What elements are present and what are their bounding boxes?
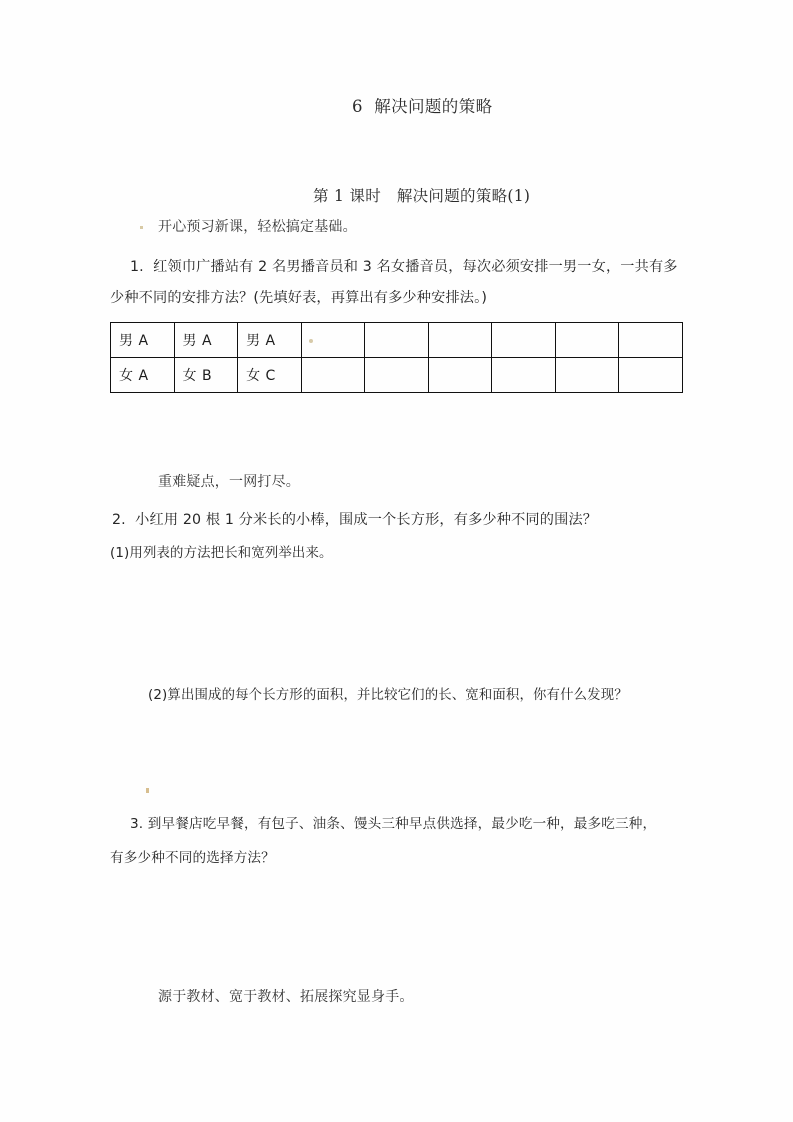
scan-speck-table	[309, 339, 313, 343]
arrangement-fill-table[interactable]	[110, 322, 683, 393]
table-cell[interactable]: 男 A	[238, 323, 302, 358]
table-cell[interactable]: 女 A	[111, 358, 175, 393]
question-2-part-1: (1)用列表的方法把长和宽列举出来。	[110, 546, 333, 561]
question-3-line-1: 3. 到早餐店吃早餐，有包子、油条、馒头三种早点供选择，最少吃一种，最多吃三种，	[130, 816, 657, 832]
question-1-line-2: 少种不同的安排方法？(先填好表，再算出有多少种安排法。)	[110, 290, 488, 306]
table-cell[interactable]	[365, 323, 429, 358]
table-cell[interactable]	[555, 358, 619, 393]
table-cell[interactable]	[301, 358, 365, 393]
table-cell[interactable]: 男 A	[111, 323, 175, 358]
scan-speck-question-3	[146, 788, 149, 793]
extension-section-banner: 源于教材、宽于教材、拓展探究显身手。	[158, 989, 414, 1005]
preview-section-banner: 开心预习新课，轻松搞定基础。	[158, 219, 357, 235]
table-cell[interactable]	[555, 323, 619, 358]
lesson-title: 第 1 课时 解决问题的策略(1)	[313, 187, 531, 205]
table-row	[111, 358, 683, 393]
table-cell[interactable]	[365, 358, 429, 393]
table-cell[interactable]: 男 A	[174, 323, 238, 358]
table-cell[interactable]	[619, 323, 683, 358]
table-cell[interactable]: 女 C	[238, 358, 302, 393]
question-2-part-2: (2)算出围成的每个长方形的面积，并比较它们的长、宽和面积，你有什么发现？	[148, 688, 628, 703]
table-cell[interactable]: 女 B	[174, 358, 238, 393]
keypoint-section-banner: 重难疑点，一网打尽。	[158, 474, 300, 490]
table-cell[interactable]	[428, 323, 492, 358]
unit-title: 6 解决问题的策略	[352, 97, 493, 116]
table-cell[interactable]	[492, 323, 556, 358]
question-3-line-2: 有多少种不同的选择方法？	[110, 850, 275, 866]
question-2-line-1: 2. 小红用 20 根 1 分米长的小棒，围成一个长方形，有多少种不同的围法？	[112, 512, 598, 528]
table-cell[interactable]	[492, 358, 556, 393]
table-cell[interactable]	[428, 358, 492, 393]
question-1-line-1: 1. 红领巾广播站有 2 名男播音员和 3 名女播音员，每次必须安排一男一女，一共有多	[130, 259, 678, 275]
table-row	[111, 323, 683, 358]
table-cell[interactable]	[619, 358, 683, 393]
scan-speck-preview	[140, 226, 143, 229]
